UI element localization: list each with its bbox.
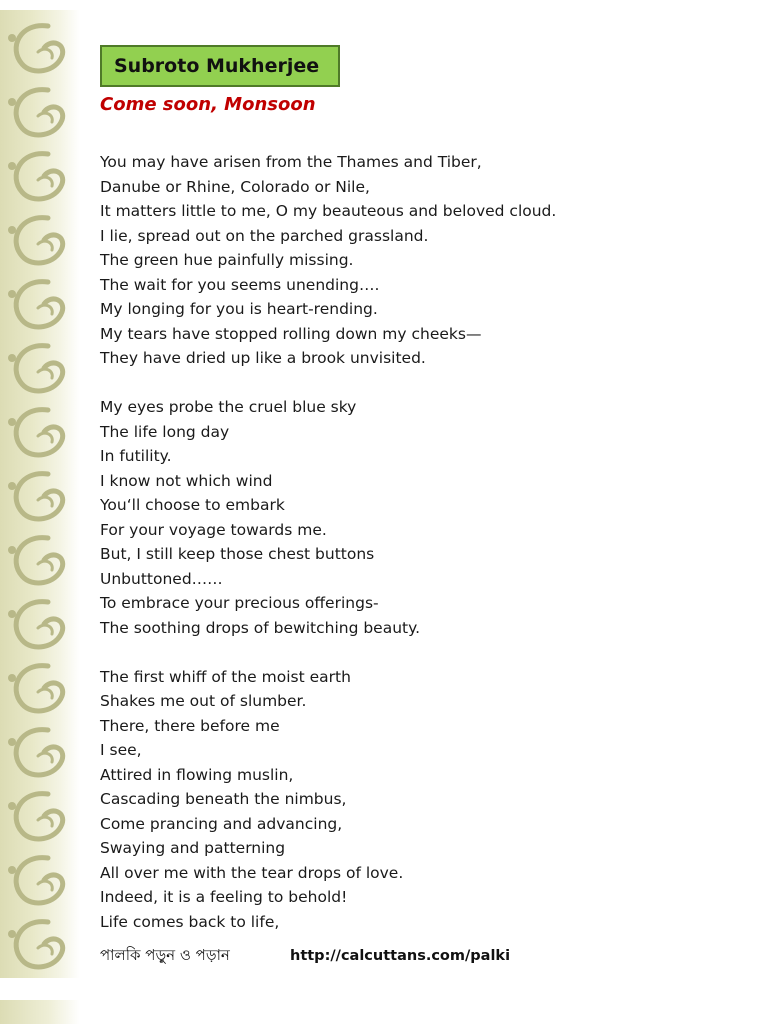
poem-line: The wait for you seems unending…. [100,275,380,294]
scroll-ornament [8,730,63,775]
poem-line: Attired in flowing muslin, [100,765,294,784]
footer-url: http://calcuttans.com/palki [290,948,511,964]
poem-line: The life long day [100,422,230,441]
poem-line: Shakes me out of slumber. [100,692,307,710]
scroll-ornament [8,154,63,199]
poem-line: I know not which wind [100,471,273,490]
scroll-ornament-pattern [0,10,80,978]
poem-line: They have dried up like a brook unvisited. [100,349,426,367]
poem-stanza [100,395,740,640]
poem-line: But, I still keep those chest buttons [100,545,375,563]
scroll-ornament [8,538,63,583]
poem-line: You‘ll choose to embark [100,496,285,514]
poem-line: You may have arisen from the Thames and Tiber, [100,153,482,171]
poem-line: Unbuttoned…… [100,569,223,588]
scroll-ornament [8,474,63,519]
poem-stanza [100,665,740,935]
scroll-ornament [8,218,63,263]
scroll-ornament [8,666,63,711]
scroll-ornament [8,26,63,71]
scroll-ornament [8,794,63,839]
scroll-ornament [8,90,63,135]
author-name-box [100,45,340,87]
poem-line: My longing for you is heart-rending. [100,300,378,318]
scroll-ornament [8,410,63,455]
poem-line: For your voyage towards me. [100,520,327,539]
poem-stanza [100,150,740,371]
poem-line: It matters little to me, O my beauteous and beloved cloud. [100,202,557,220]
poem-line: I see, [100,741,142,759]
left-ornamental-border [0,10,80,978]
page-footer [100,944,700,968]
footer-bengali-text: পালকি পড়ুন ও পড়ান [100,945,230,964]
scroll-ornament [8,922,63,967]
poem-line: My tears have stopped rolling down my cheeks— [100,324,482,343]
scroll-ornament [8,858,63,903]
poem-line: Indeed, it is a feeling to behold! [100,888,348,906]
poem-line: Life comes back to life, [100,912,280,931]
poem-line: The first whiff of the moist earth [100,667,351,686]
poem-body [100,150,740,934]
poem-title: Come soon, Monsoon [100,94,316,115]
author-name: Subroto Mukherjee [114,55,320,77]
left-ornamental-border-bottom [0,1000,80,1024]
scroll-ornament [8,346,63,391]
poem-line: I lie, spread out on the parched grassland. [100,226,429,245]
poem-line: Swaying and patterning [100,839,286,857]
poem-line: All over me with the tear drops of love. [100,863,404,882]
scroll-ornament [8,602,63,647]
poem-line: In futility. [100,447,172,465]
poem-line: My eyes probe the cruel blue sky [100,398,357,416]
poem-line: Danube or Rhine, Colorado or Nile, [100,177,370,196]
poem-line: Come prancing and advancing, [100,814,343,833]
poem-line: The soothing drops of bewitching beauty. [100,618,420,637]
poem-line: To embrace your precious offerings- [100,594,379,612]
poem-line: Cascading beneath the nimbus, [100,790,347,808]
poem-line: The green hue painfully missing. [100,251,354,269]
scroll-ornament [8,282,63,327]
poem-line: There, there before me [100,716,280,735]
